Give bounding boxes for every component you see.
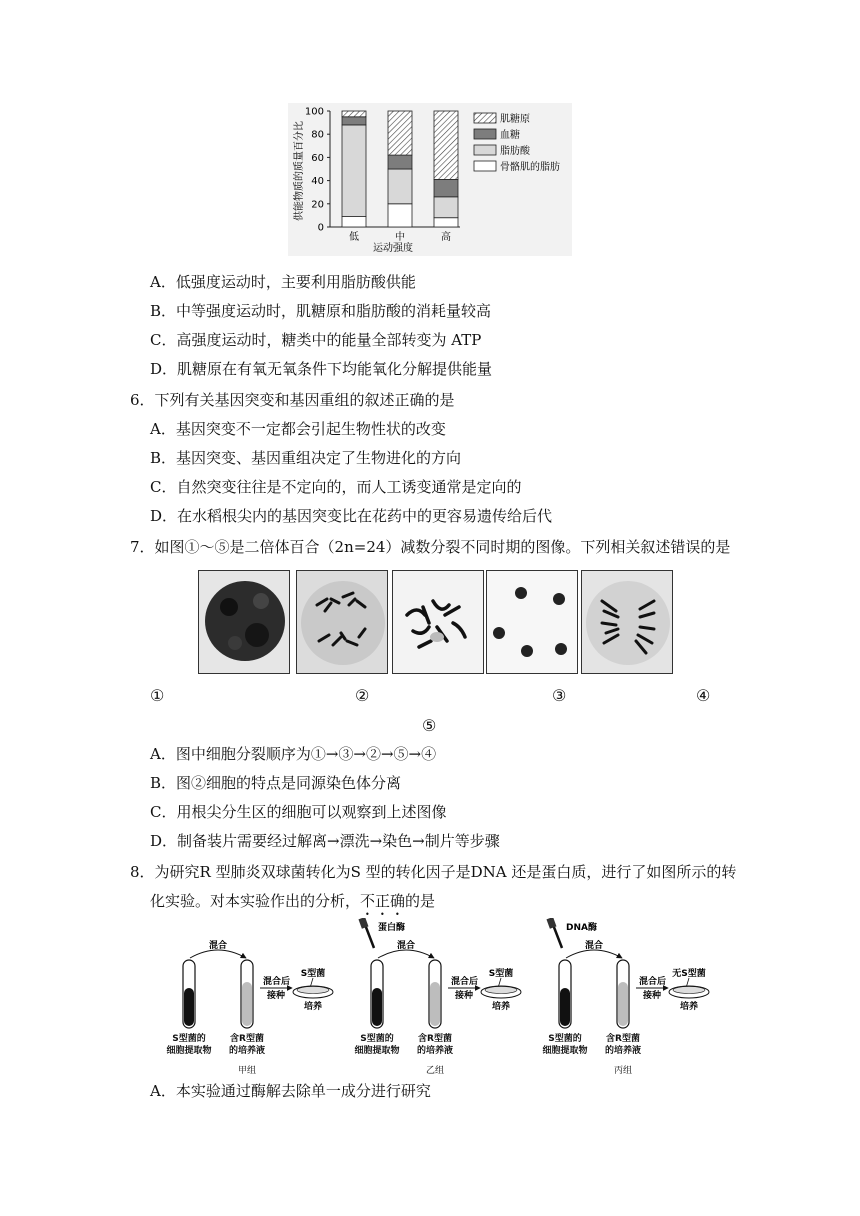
group-name: 丙组 [613,1066,633,1076]
y-tick-label: 20 [311,199,324,211]
mix-label: 混合 [585,941,604,951]
q6-option-d: D．在水稻根尖内的基因突变比在花药中的更容易遗传给后代 [150,507,553,525]
y-tick-label: 60 [311,152,324,164]
inoculate-label-1: 混合后 [639,977,667,987]
bar-segment [434,197,458,218]
tube2-caption-2: 的培养液 [416,1046,454,1056]
bar-segment [434,218,458,227]
tube1-caption-2: 细胞提取物 [542,1046,588,1056]
x-tick-label: 低 [349,232,359,243]
result-label: 无S型菌 [672,969,706,979]
micrograph-label-2: ② [355,686,370,705]
q7-option-b: B．图②细胞的特点是同源染色体分离 [150,774,402,792]
micrograph-5 [581,570,673,674]
micrograph-4 [486,570,578,674]
tube1-caption-1: S型菌的 [360,1034,394,1044]
bar-segment [342,217,366,227]
q8-stem-line1: 8．为研究R 型肺炎双球菌转化为S 型的转化因子是DNA 还是蛋白质，进行了如图所示的转 [130,863,737,881]
energy-source-chart [288,103,572,256]
q5-option-b: B．中等强度运动时，肌糖原和脂肪酸的消耗量较高 [150,302,492,320]
bar-segment [388,204,412,227]
bar-segment [388,169,412,204]
experiment-group [542,918,709,1076]
bar-segment [342,125,366,217]
micrograph-1 [198,570,290,674]
bar-segment [434,179,458,196]
extract-liquid [372,988,382,1026]
culture-liquid [430,982,440,1026]
legend-swatch [474,129,496,139]
chart-y-axis-label: 供能物质的质量百分比 [294,121,305,221]
petri-medium [673,987,705,994]
q8-stem-emphasis: 不正确 [360,892,406,910]
q7-option-d: D．制备装片需要经过解离→漂洗→染色→制片等步骤 [150,832,500,850]
micrograph-label-5: ⑤ [422,716,437,735]
bar-segment [342,117,366,125]
y-tick-label: 80 [311,129,324,141]
inoculate-label-1: 混合后 [263,977,291,987]
q7-option-c: C．用根尖分生区的细胞可以观察到上述图像 [150,803,447,821]
enzyme-label: 蛋白酶 [378,923,406,933]
legend-label: 骨骼肌的脂肪 [500,162,560,173]
q8-stem-suffix: 的是 [405,892,436,910]
legend-label: 脂肪酸 [500,146,530,157]
inoculate-label-2: 接种 [267,991,286,1001]
group-name: 乙组 [425,1066,445,1076]
mix-arrow [190,950,246,958]
petri-medium [485,987,517,994]
extract-liquid [560,988,570,1026]
culture-liquid [618,982,628,1026]
inoculate-label-2: 接种 [455,991,474,1001]
micrograph-label-4: ④ [696,686,711,705]
legend-label: 肌糖原 [500,114,530,125]
tube1-caption-1: S型菌的 [548,1034,582,1044]
bar-segment [342,111,366,117]
tube2-caption-2: 的培养液 [228,1046,266,1056]
tube1-caption-2: 细胞提取物 [166,1046,212,1056]
tube1-caption-2: 细胞提取物 [354,1046,400,1056]
legend-swatch [474,145,496,155]
q8-option-a: A．本实验通过酶解去除单一成分进行研究 [150,1082,431,1100]
bar-segment [388,111,412,155]
legend-swatch [474,113,496,123]
culture-label: 培养 [303,1002,323,1012]
inoculate-label-1: 混合后 [451,977,479,987]
micrograph-label-1: ① [150,686,165,705]
culture-label: 培养 [491,1002,511,1012]
culture-liquid [242,982,252,1026]
bar-segment [388,155,412,169]
petri-medium [297,987,329,994]
tube2-caption-2: 的培养液 [604,1046,642,1056]
q6-option-c: C．自然突变往往是不定向的，而人工诱变通常是定向的 [150,478,522,496]
tube2-caption-1: 含R型菌 [606,1034,640,1044]
group-name: 甲组 [237,1066,257,1076]
micrograph-2 [296,570,388,674]
chart-x-axis-label: 运动强度 [373,243,413,254]
enzyme-label: DNA酶 [566,923,597,933]
tube1-caption-1: S型菌的 [172,1034,206,1044]
mix-label: 混合 [209,941,228,951]
legend-swatch [474,161,496,171]
result-label: S型菌 [300,969,326,979]
x-tick-label: 高 [441,232,451,243]
tube2-caption-1: 含R型菌 [418,1034,452,1044]
mix-label: 混合 [397,941,416,951]
extract-liquid [184,988,194,1026]
q5-option-c: C．高强度运动时，糖类中的能量全部转变为 ATP [150,331,482,349]
x-tick-label: 中 [395,232,405,243]
legend-label: 血糖 [500,130,520,141]
q5-option-d: D．肌糖原在有氧无氧条件下均能氧化分解提供能量 [150,360,493,378]
q5-option-a: A．低强度运动时，主要利用脂肪酸供能 [150,273,416,291]
mix-arrow [378,950,434,958]
micrograph-3 [392,570,484,674]
micrograph-label-3: ③ [552,686,567,705]
experiment-group [166,939,333,1076]
mix-arrow [566,950,622,958]
culture-label: 培养 [679,1002,699,1012]
y-tick-label: 40 [311,176,324,188]
q6-option-a: A．基因突变不一定都会引起生物性状的改变 [150,420,446,438]
inoculate-label-2: 接种 [643,991,662,1001]
y-tick-label: 0 [317,222,324,234]
result-label: S型菌 [488,969,514,979]
bar-segment [434,111,458,179]
q7-stem: 7．如图①～⑤是二倍体百合（2n=24）减数分裂不同时期的图像。下列相关叙述错误的是 [130,538,731,556]
experiment-group [354,918,521,1076]
y-tick-label: 100 [304,106,324,118]
q8-stem-prefix: 化实验。对本实验作出的分析， [150,892,361,910]
q8-stem-line2 [150,891,435,919]
q7-option-a: A．图中细胞分裂顺序为①→③→②→⑤→④ [150,745,437,763]
tube2-caption-1: 含R型菌 [230,1034,264,1044]
q6-option-b: B．基因突变、基因重组决定了生物进化的方向 [150,449,462,467]
transformation-experiment-diagram [160,918,740,1078]
q6-stem: 6．下列有关基因突变和基因重组的叙述正确的是 [130,391,455,409]
